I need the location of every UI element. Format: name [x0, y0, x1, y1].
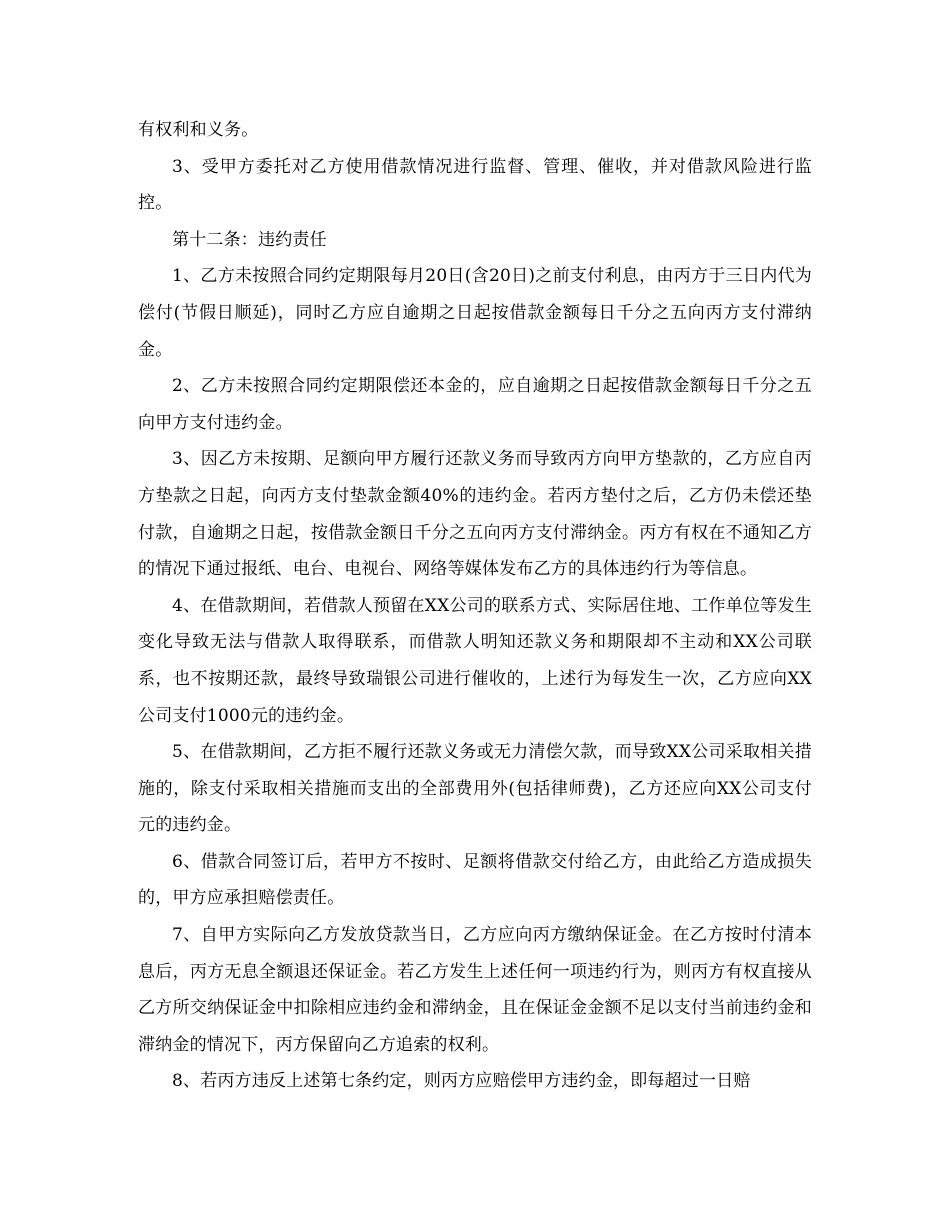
paragraph-clause-4: 4、在借款期间，若借款人预留在XX公司的联系方式、实际居住地、工作单位等发生变化导致无法与借款人取得联系，而借款人明知还款义务和期限却不主动和XX公司联系，也不按期还款，最终导致瑞银公司进行催收的，上述行为每发生一次，乙方应向XX公司支付1000元的违约金。	[138, 595, 812, 726]
section-heading-article-12: 第十二条：违约责任	[172, 229, 327, 250]
paragraph-clause-8: 8、若丙方违反上述第七条约定，则丙方应赔偿甲方违约金，即每超过一日赔	[172, 1071, 751, 1092]
paragraph-continuation: 有权利和义务。	[138, 120, 259, 140]
paragraph-clause-3-supervision: 3、受甲方委托对乙方使用借款情况进行监督、管理、催收，并对借款风险进行监控。	[138, 156, 812, 214]
paragraph-clause-2: 2、乙方未按照合同约定期限偿还本金的，应自逾期之日起按借款金额每日千分之五向甲方支付违约金。	[138, 376, 812, 433]
paragraph-clause-3: 3、因乙方未按期、足额向甲方履行还款义务而导致丙方向甲方垫款的，乙方应自丙方垫款之日起，向丙方支付垫款金额40%的违约金。若丙方垫付之后，乙方仍未偿还垫付款，自逾期之日起，按借款金额日千分之五向丙方支付滞纳金。丙方有权在不通知乙方的情况下通过报纸、电台、电视台、网络等媒体发布乙方的具体违约行为等信息。	[138, 449, 812, 580]
document-body	[138, 112, 812, 1100]
paragraph-clause-1: 1、乙方未按照合同约定期限每月20日(含20日)之前支付利息，由丙方于三日内代为偿付(节假日顺延)，同时乙方应自逾期之日起按借款金额每日千分之五向丙方支付滞纳金。	[138, 266, 812, 360]
paragraph-clause-6: 6、借款合同签订后，若甲方不按时、足额将借款交付给乙方，由此给乙方造成损失的，甲方应承担赔偿责任。	[138, 851, 812, 909]
paragraph-clause-5: 5、在借款期间，乙方拒不履行还款义务或无力清偿欠款，而导致XX公司采取相关措施的，除支付采取相关措施而支出的全部费用外(包括律师费)，乙方还应向XX公司支付 元的违约金。	[138, 742, 812, 836]
paragraph-clause-7: 7、自甲方实际向乙方发放贷款当日，乙方应向丙方缴纳保证金。在乙方按时付清本息后，丙方无息全额退还保证金。若乙方发生上述任何一项违约行为，则丙方有权直接从乙方所交纳保证金中扣除相应违约金和滞纳金，且在保证金金额不足以支付当前违约金和滞纳金的情况下，丙方保留向乙方追索的权利。	[138, 925, 812, 1055]
